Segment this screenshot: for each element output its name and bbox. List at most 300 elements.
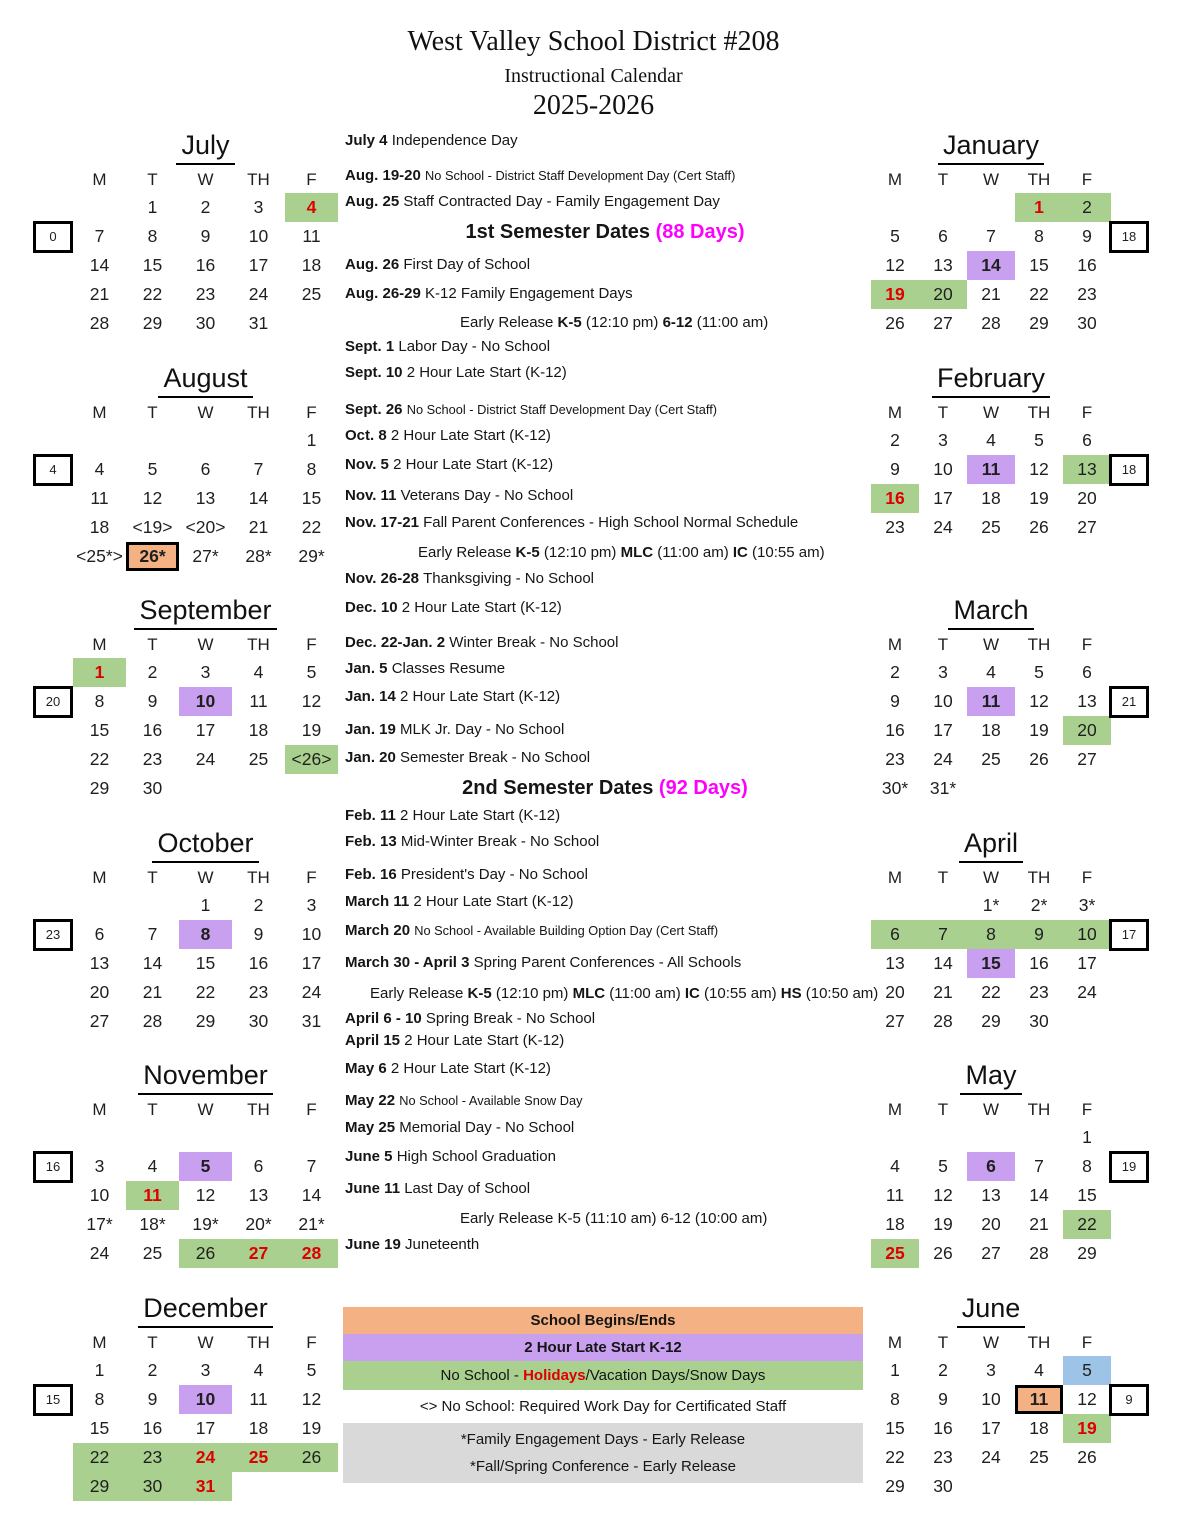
weekday-header: T	[147, 1100, 158, 1119]
day-cell: 11	[967, 687, 1015, 716]
text-segment: *Fall/Spring Conference - Early Release	[470, 1458, 736, 1475]
day-cell: 16	[1029, 952, 1049, 973]
text-segment: HS	[780, 985, 806, 1002]
day-cell	[285, 1123, 338, 1152]
day-cell: 6	[1082, 662, 1092, 682]
weekday-header: W	[197, 402, 214, 422]
day-cell: 20	[885, 981, 905, 1002]
day-cell: 25	[301, 284, 322, 304]
day-cell	[126, 891, 179, 920]
day-cell: 18	[885, 1214, 905, 1234]
day-cell: 18	[981, 487, 1001, 508]
day-cell	[285, 774, 338, 803]
calendar-june	[871, 1290, 1133, 1501]
month-title-text: December	[138, 1290, 273, 1328]
text-segment: (10:55 am)	[704, 985, 781, 1002]
day-cell: 16	[1077, 255, 1097, 275]
month-title-text: May	[960, 1057, 1021, 1095]
text-segment: K-5	[515, 544, 544, 561]
text-segment: MLC	[572, 985, 610, 1002]
event-line	[345, 1179, 530, 1199]
day-cell: 14	[248, 487, 269, 508]
event-line	[345, 1235, 479, 1255]
day-cell	[232, 426, 285, 455]
weekday-header: T	[147, 867, 158, 887]
text-segment: Staff Contracted Day - Family Engagement Day	[403, 193, 720, 210]
day-cell: 16	[248, 952, 269, 973]
day-cell: 29	[73, 1472, 126, 1501]
month-title-august	[73, 360, 338, 400]
semester-header	[345, 776, 865, 800]
week-row	[73, 542, 338, 571]
day-cell: <19>	[132, 516, 173, 537]
week-row	[73, 1385, 338, 1414]
day-cell: 14	[967, 251, 1015, 280]
text-segment: High School Graduation	[396, 1148, 556, 1165]
week-row	[871, 193, 1111, 222]
day-cell: 10	[933, 691, 953, 711]
day-cell: 2	[890, 662, 900, 682]
day-cell: 4	[986, 662, 996, 682]
day-cell: 5	[179, 1152, 232, 1181]
day-cell: 12	[933, 1185, 953, 1205]
month-day-count-box: 18	[1109, 454, 1149, 486]
day-cell: 22	[73, 1443, 126, 1472]
legend-no-school	[343, 1361, 863, 1390]
month-day-count-box: 9	[1109, 1384, 1149, 1416]
day-cell: 24	[301, 981, 322, 1002]
text-segment: June 5	[345, 1148, 397, 1165]
text-segment: Juneteenth	[405, 1236, 480, 1253]
day-cell: 6	[967, 1152, 1015, 1181]
day-cell: 7	[1034, 1156, 1044, 1176]
week-row	[871, 1210, 1111, 1239]
month-day-count-box: 15	[33, 1384, 73, 1416]
day-cell: 12	[1029, 691, 1049, 711]
day-cell: 1	[73, 658, 126, 687]
weekday-header: W	[982, 1100, 1000, 1119]
week-row	[73, 1123, 338, 1152]
week-row	[871, 1123, 1111, 1152]
week-row	[871, 978, 1111, 1007]
day-cell: 12	[1029, 458, 1049, 479]
day-cell: 3	[253, 197, 264, 217]
day-cell: 24	[89, 1243, 110, 1263]
day-cell: 24	[248, 284, 269, 304]
weekday-header: TH	[1027, 170, 1051, 189]
day-cell: 19	[301, 1417, 322, 1438]
day-cell: 16	[142, 1417, 163, 1438]
day-cell: 21	[1029, 1214, 1049, 1234]
day-cell: 2*	[1030, 894, 1048, 915]
weekday-header: F	[306, 1100, 317, 1119]
day-cell: 6	[253, 1156, 264, 1176]
weekday-header: F	[306, 1332, 317, 1352]
text-segment: Nov. 5	[345, 456, 394, 473]
day-cell: 16	[871, 484, 919, 513]
day-cell	[232, 1472, 285, 1501]
day-cell: 1	[890, 1359, 900, 1380]
month-day-count-box: 17	[1109, 919, 1149, 951]
text-segment: Sept. 26	[345, 401, 407, 418]
calendar-may	[871, 1057, 1137, 1268]
day-cell	[1063, 774, 1111, 803]
day-cell	[232, 1123, 285, 1152]
month-day-count-box: 0	[33, 221, 73, 253]
day-cell	[73, 193, 126, 222]
weekday-header: F	[1081, 402, 1093, 422]
weekday-header: W	[197, 867, 214, 887]
weekday-header: F	[306, 170, 317, 189]
week-row	[871, 1007, 1111, 1036]
weekday-header: M	[887, 170, 903, 189]
day-cell: 11	[249, 1388, 268, 1409]
day-cell: 12	[195, 1185, 216, 1205]
week-row	[73, 1152, 338, 1181]
weekday-header: F	[306, 867, 317, 887]
weekday-header-row	[871, 400, 1111, 426]
text-segment: President's Day - No School	[400, 866, 588, 883]
weekday-header: W	[197, 170, 214, 189]
day-cell: 3	[938, 429, 948, 450]
month-day-count-box: 4	[33, 454, 73, 486]
weekday-header: TH	[1027, 402, 1051, 422]
day-cell: 25	[142, 1243, 163, 1263]
day-cell: <20>	[185, 516, 226, 537]
day-cell: 3*	[1078, 894, 1096, 915]
calendar-october	[45, 825, 338, 1036]
day-cell: 5	[306, 1359, 317, 1380]
event-line	[345, 1009, 595, 1029]
day-cell: 19*	[192, 1214, 219, 1234]
text-segment: Classes Resume	[391, 660, 506, 677]
text-segment: 6-12	[662, 314, 697, 331]
day-cell: 4	[1034, 1359, 1044, 1380]
weekday-header: TH	[1027, 1100, 1051, 1119]
weekday-header: M	[92, 867, 107, 887]
day-cell: 30*	[881, 778, 909, 798]
day-cell: 8	[1082, 1156, 1092, 1176]
day-cell: 13	[933, 255, 953, 275]
day-cell: 20	[919, 280, 967, 309]
day-cell: 29	[1029, 313, 1049, 333]
text-segment: May 22	[345, 1092, 400, 1109]
day-cell: 5	[1063, 1356, 1111, 1385]
day-cell: 13	[248, 1185, 269, 1205]
week-row	[73, 949, 338, 978]
event-line	[345, 720, 564, 740]
text-segment: No School - District Staff Development Day (Cert Staff)	[406, 402, 718, 417]
day-cell: 10	[89, 1185, 110, 1205]
text-segment: 2 Hour Late Start (K-12)	[390, 1060, 551, 1077]
weekday-header: F	[1081, 1100, 1093, 1119]
semester-header	[345, 220, 865, 244]
legend-required-work-day	[343, 1392, 863, 1420]
week-row	[871, 484, 1111, 513]
day-cell: 30	[933, 1475, 953, 1496]
month-day-count-box: 19	[1109, 1151, 1149, 1183]
event-line	[460, 313, 768, 333]
text-segment: 2nd Semester Dates	[462, 777, 659, 799]
month-day-count-box: 21	[1109, 686, 1149, 718]
weekday-header: TH	[1027, 1332, 1051, 1352]
week-row	[871, 1181, 1111, 1210]
day-cell: 9	[147, 1388, 158, 1409]
day-cell: 25	[1029, 1446, 1049, 1467]
day-cell: 18	[1029, 1417, 1049, 1438]
weekday-header: T	[147, 402, 158, 422]
event-line	[345, 192, 720, 212]
legend-text	[343, 1426, 863, 1453]
day-cell: 23	[195, 284, 216, 304]
legend-text	[343, 1334, 863, 1361]
day-cell: 2	[890, 429, 900, 450]
day-cell: 2	[938, 1359, 948, 1380]
day-cell: 2	[200, 197, 211, 217]
calendar-july	[49, 127, 338, 338]
calendar-january	[871, 127, 1137, 338]
day-cell: 26	[933, 1243, 953, 1263]
week-row	[871, 745, 1111, 774]
day-cell: 3	[938, 662, 948, 682]
day-cell: 8	[94, 1388, 105, 1409]
day-cell: 10	[179, 1385, 232, 1414]
text-segment: (88 Days)	[655, 221, 745, 243]
day-cell: 4	[94, 458, 105, 479]
day-cell: 17	[981, 1417, 1001, 1438]
weekday-header-row	[73, 1330, 338, 1356]
month-day-count-box: 20	[33, 686, 73, 718]
school-year: 2025-2026	[532, 90, 655, 121]
text-segment: (11:00 am)	[657, 544, 733, 561]
day-cell: 4	[253, 1359, 264, 1380]
day-cell: 13	[1063, 455, 1111, 484]
day-cell: 22	[142, 284, 163, 304]
day-cell: 23	[1077, 284, 1097, 304]
event-line	[345, 832, 599, 852]
day-cell: 26	[1029, 516, 1049, 537]
day-cell: 15	[195, 952, 216, 973]
day-cell: <25*>	[76, 545, 123, 566]
day-cell	[73, 891, 126, 920]
weekday-header-row	[73, 1097, 338, 1123]
day-cell: 29	[1077, 1243, 1097, 1263]
week-row	[871, 774, 1111, 803]
day-cell: 7	[94, 226, 105, 246]
week-row	[871, 920, 1111, 949]
legend-text	[343, 1453, 863, 1480]
day-cell	[919, 1123, 967, 1152]
day-cell: 10	[301, 923, 322, 944]
day-cell: 22	[301, 516, 322, 537]
week-row	[871, 1472, 1111, 1501]
event-line	[345, 921, 718, 941]
weekday-header: T	[147, 170, 158, 189]
day-cell: 13	[195, 487, 216, 508]
day-cell: 14	[301, 1185, 322, 1205]
text-segment: (12:10 pm)	[585, 314, 663, 331]
week-row	[73, 1443, 338, 1472]
day-cell: 29*	[298, 545, 325, 566]
weekday-header-row	[73, 632, 338, 658]
day-cell: 30	[142, 778, 163, 798]
day-cell	[232, 774, 285, 803]
week-row	[871, 1443, 1111, 1472]
month-title-text: October	[152, 825, 258, 863]
text-segment: Sept. 1	[345, 338, 399, 355]
text-segment: Early Release K-5 (11:10 am) 6-12 (10:00 am)	[460, 1210, 768, 1227]
day-cell: 24	[933, 516, 953, 537]
day-cell	[1063, 1472, 1111, 1501]
text-segment: Early Release	[370, 985, 468, 1002]
event-line	[418, 543, 825, 563]
day-cell: 26*	[126, 542, 179, 571]
day-cell: 23	[885, 749, 905, 769]
day-cell	[1015, 1472, 1063, 1501]
day-cell: 1	[200, 894, 211, 915]
day-cell: 12	[885, 255, 905, 275]
weekday-header: TH	[1027, 635, 1051, 654]
day-cell: 21	[933, 981, 953, 1002]
text-segment: (12:10 pm)	[543, 544, 621, 561]
day-cell: 26	[285, 1443, 338, 1472]
weekday-header: W	[197, 635, 214, 654]
day-cell: 2	[147, 662, 158, 682]
text-segment: June 19	[345, 1236, 406, 1253]
text-segment: 2 Hour Late Start (K-12)	[400, 807, 561, 824]
day-cell: 15	[1029, 255, 1049, 275]
day-cell: 24	[195, 749, 216, 769]
day-cell: 4	[253, 662, 264, 682]
day-cell: 4	[285, 193, 338, 222]
day-cell: 11	[1015, 1385, 1063, 1414]
day-cell: 10	[933, 458, 953, 479]
day-cell: 17	[248, 255, 269, 275]
day-cell: 19	[871, 280, 919, 309]
day-cell	[179, 1123, 232, 1152]
text-segment: 2 Hour Late Start (K-12)	[413, 893, 574, 910]
day-cell: <26>	[285, 745, 338, 774]
day-cell: 8	[306, 458, 317, 479]
day-cell: 1*	[982, 894, 1000, 915]
day-cell: 26	[885, 313, 905, 333]
weekday-header: W	[982, 635, 1000, 654]
day-cell: 1	[94, 1359, 105, 1380]
day-cell: 17	[933, 487, 953, 508]
week-row	[73, 716, 338, 745]
month-title-text: April	[959, 825, 1023, 863]
event-line	[345, 131, 518, 151]
day-cell: 28	[981, 313, 1001, 333]
day-cell: 12	[301, 691, 322, 711]
weekday-header-row	[73, 167, 338, 193]
day-cell: 24	[179, 1443, 232, 1472]
event-line	[345, 1031, 564, 1051]
day-cell: 8	[94, 691, 105, 711]
day-cell: 20*	[245, 1214, 272, 1234]
event-line	[345, 865, 588, 885]
day-cell: 18	[248, 1417, 269, 1438]
text-segment: Nov. 11	[345, 487, 401, 504]
week-row	[871, 658, 1111, 687]
event-line	[345, 284, 633, 304]
text-segment: 1st Semester Dates	[465, 221, 656, 243]
day-cell: 5	[1034, 662, 1044, 682]
day-cell	[967, 193, 1015, 222]
text-segment: Jan. 14	[345, 688, 401, 705]
month-title-october	[73, 825, 338, 865]
weekday-header: F	[306, 402, 317, 422]
week-row	[73, 745, 338, 774]
day-cell: 31	[301, 1010, 322, 1031]
page-header	[0, 26, 1187, 122]
day-cell: 16	[142, 720, 163, 740]
day-cell: 23	[1029, 981, 1049, 1002]
day-cell: 9	[890, 458, 900, 479]
event-line	[345, 659, 505, 679]
weekday-header: T	[937, 1332, 949, 1352]
day-cell: 5	[890, 226, 900, 246]
text-segment: Feb. 13	[345, 833, 401, 850]
week-row	[871, 1414, 1111, 1443]
day-cell: 9	[1015, 920, 1063, 949]
day-cell: 25	[981, 749, 1001, 769]
day-cell: 28	[1029, 1243, 1049, 1263]
day-cell	[967, 1472, 1015, 1501]
week-row	[871, 222, 1111, 251]
week-row	[73, 658, 338, 687]
day-cell: 11	[90, 487, 109, 508]
day-cell: 3	[200, 662, 211, 682]
weekday-header: M	[887, 867, 903, 887]
day-cell: 10	[179, 687, 232, 716]
day-cell	[1063, 1007, 1111, 1036]
day-cell	[919, 891, 967, 920]
week-row	[871, 891, 1111, 920]
text-segment: Feb. 16	[345, 866, 401, 883]
event-line	[345, 400, 717, 420]
day-cell: 17	[195, 720, 216, 740]
month-title-december	[73, 1290, 338, 1330]
day-cell: 5	[306, 662, 317, 682]
event-line	[345, 892, 573, 912]
day-cell: 29	[89, 778, 110, 798]
month-title-text: January	[938, 127, 1044, 165]
day-cell: 21	[142, 981, 163, 1002]
day-cell: 16	[195, 255, 216, 275]
day-cell	[871, 891, 919, 920]
day-cell: 3	[986, 1359, 996, 1380]
week-row	[871, 455, 1111, 484]
day-cell: 8	[890, 1388, 900, 1409]
day-cell: 17	[301, 952, 322, 973]
month-title-text: July	[176, 127, 234, 165]
day-cell: 5	[147, 458, 158, 479]
day-cell: 30	[195, 313, 216, 333]
event-line	[345, 748, 590, 768]
week-row	[73, 193, 338, 222]
text-segment: May 6	[345, 1060, 391, 1077]
day-cell: 4	[147, 1156, 158, 1176]
day-cell: 18	[301, 255, 322, 275]
event-line	[345, 486, 573, 506]
weekday-header: W	[982, 1332, 1000, 1352]
day-cell: 16	[933, 1417, 953, 1438]
weekday-header: T	[937, 402, 949, 422]
weekday-header: TH	[247, 867, 270, 887]
day-cell: 19	[1029, 487, 1049, 508]
day-cell: 24	[1077, 981, 1097, 1002]
